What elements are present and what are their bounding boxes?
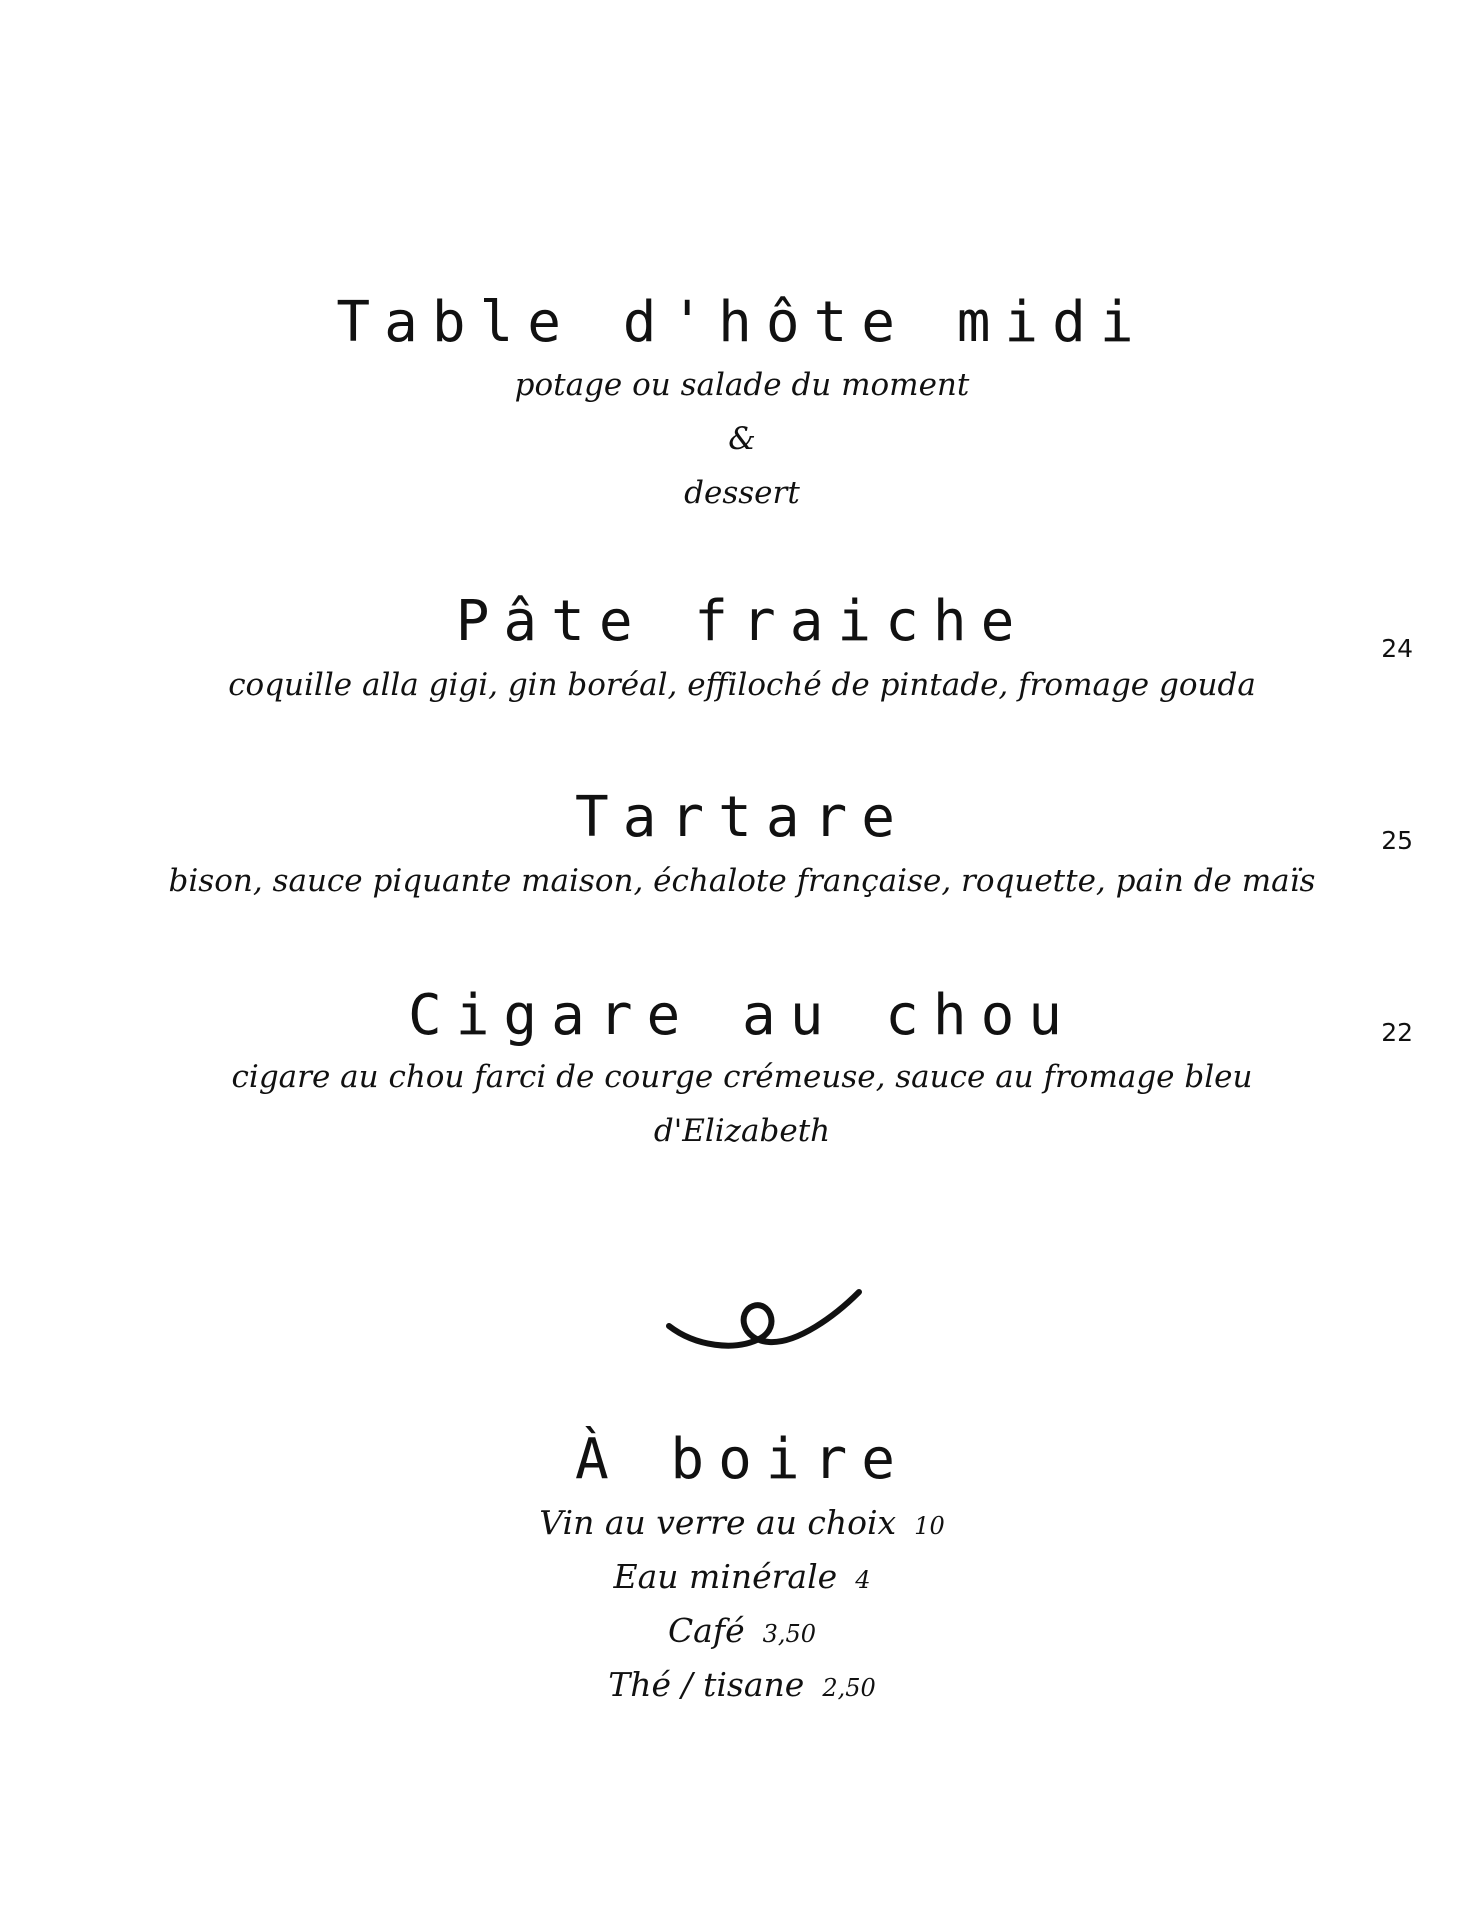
- list-item: [0, 1665, 1484, 1704]
- list-item: [0, 1611, 1484, 1650]
- drink-price: 2,50: [822, 1674, 876, 1702]
- table-dhote-line2: dessert: [684, 475, 800, 511]
- dish-price: 25: [1381, 826, 1413, 855]
- dish-price: 22: [1381, 1018, 1413, 1047]
- drink-price: 3,50: [762, 1620, 817, 1648]
- drinks-title: À boire: [574, 1427, 909, 1492]
- dish-name: Tartare: [574, 785, 909, 850]
- drink-name: Vin au verre au choix: [539, 1503, 897, 1542]
- dish-price: 24: [1381, 634, 1413, 663]
- drink-name: Café: [667, 1611, 745, 1650]
- dish-description: bison, sauce piquante maison, échalote française, roquette, pain de maïs: [168, 863, 1316, 899]
- dish-name: Pâte fraiche: [455, 589, 1029, 654]
- drink-name: Eau minérale: [613, 1557, 838, 1596]
- dish-description-line1: cigare au chou farci de courge crémeuse, sauce au fromage bleu: [231, 1059, 1253, 1095]
- drink-price: 4: [855, 1566, 871, 1594]
- dish-name: Cigare au chou: [407, 983, 1076, 1048]
- swirl-flourish-icon: [665, 1280, 865, 1360]
- table-dhote-line1: potage ou salade du moment: [514, 367, 970, 403]
- dish-description-line2: d'Elizabeth: [653, 1113, 831, 1149]
- dish-description: coquille alla gigi, gin boréal, effiloché de pintade, fromage gouda: [228, 667, 1256, 703]
- table-dhote-ampersand: &: [728, 421, 756, 457]
- drink-name: Thé / tisane: [608, 1665, 805, 1704]
- list-item: [0, 1503, 1484, 1542]
- table-dhote-title: Table d'hôte midi: [336, 290, 1148, 355]
- drink-price: 10: [914, 1512, 945, 1540]
- list-item: [0, 1557, 1484, 1596]
